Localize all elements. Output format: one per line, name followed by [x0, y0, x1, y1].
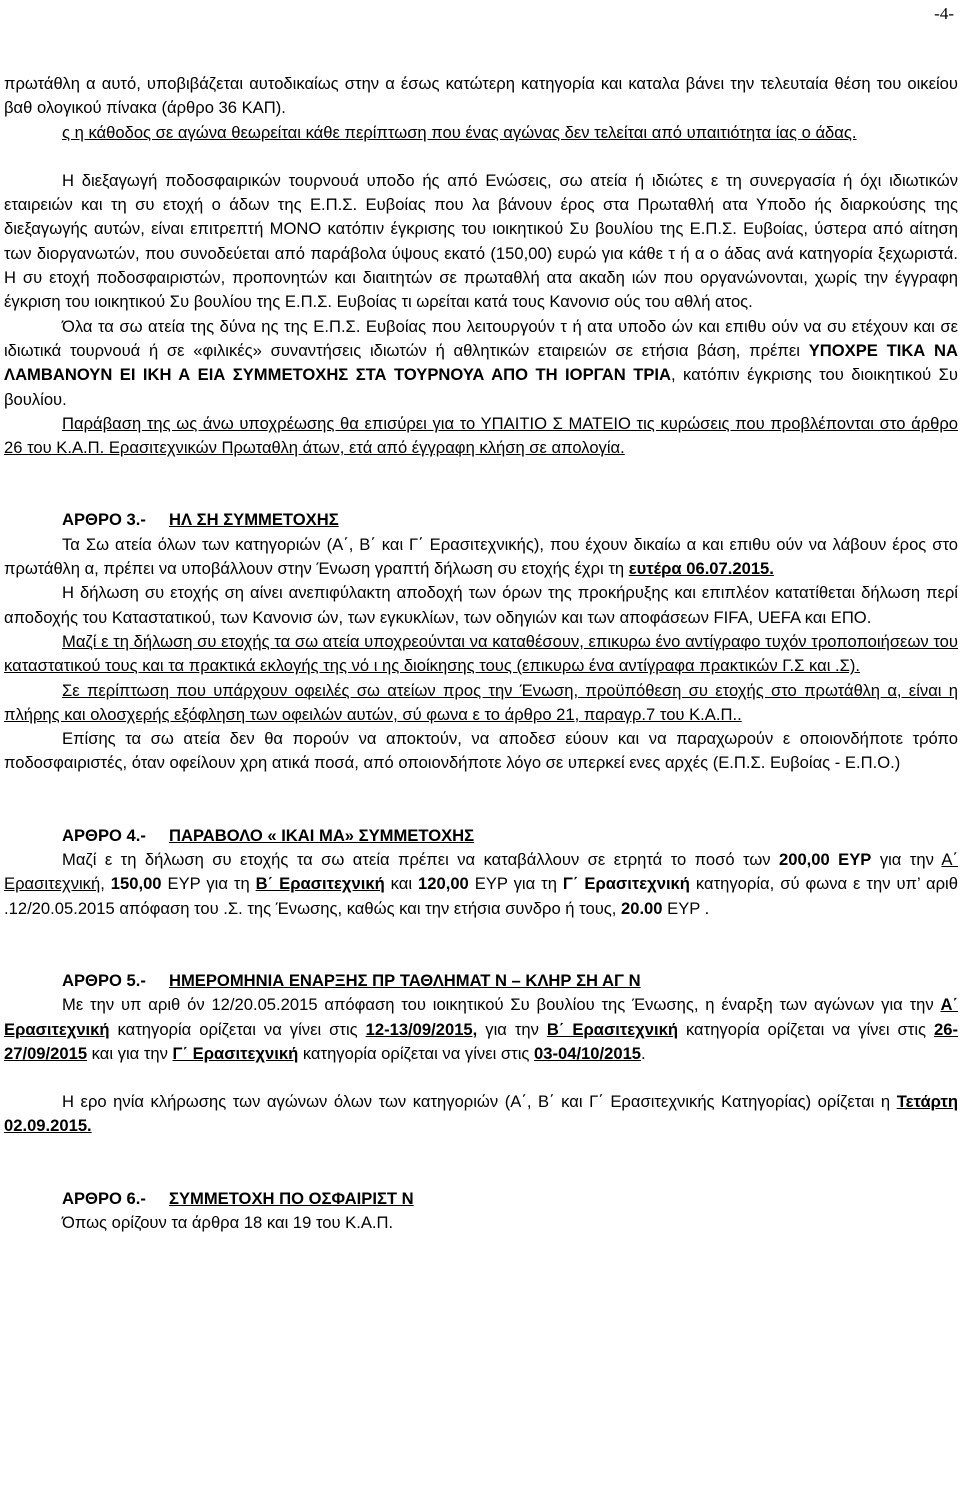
- text-run: Η δήλωση συ ετοχής ση αίνει ανεπιφύλακτη αποδοχή των όρων της προκήρυξης και επιπλέον κατατίθεται δήλωση περί αποδοχής του Καταστατικού, των Κανονισ ών, των εγκυκλίων, των οδηγιών και των αποφάσεων FIFA, UEFA και ΕΠΟ.: [4, 583, 958, 627]
- page-number: -4-: [934, 4, 954, 23]
- article-number: ΑΡΘΡΟ 4.-: [62, 825, 146, 845]
- paragraph: [4, 412, 958, 461]
- text-run: κατηγορία ορίζεται να γίνει στις: [677, 1019, 935, 1039]
- spacer: [4, 460, 958, 508]
- text-run: και για την: [87, 1043, 173, 1063]
- spacer: [4, 776, 958, 824]
- text-run: και: [384, 874, 419, 894]
- article-heading: [4, 508, 958, 532]
- paragraph: [4, 533, 958, 582]
- text-run: ς η κάθοδος σε αγώνα θεωρείται κάθε περίπτωση που ένας αγώνας δεν τελείται από υπαιτιότητα ίας ο άδας.: [62, 122, 857, 142]
- article-number: ΑΡΘΡΟ 6.-: [62, 1188, 146, 1208]
- text-run: πρωτάθλη α αυτό, υποβιβάζεται αυτοδικαίως στην α έσως κατώτερη κατηγορία και καταλα βάνει την τελευταία θέση του οικείου βαθ ολογικού πίνακα (άρθρο 36 ΚΑΠ).: [4, 74, 958, 118]
- spacer: [4, 145, 958, 169]
- text-run: ΕΥΡ .: [662, 898, 710, 918]
- text-run-bold: Γ΄ Ερασιτεχνική: [562, 874, 690, 894]
- paragraph: [4, 1211, 958, 1235]
- text-run: ΕΥΡ για τη: [161, 874, 256, 894]
- text-run: για την: [477, 1019, 547, 1039]
- paragraph: [4, 993, 958, 1066]
- article-title: ΗΜΕΡΟΜΗΝΙΑ ΕΝΑΡΞΗΣ ΠΡ ΤΑΘΛΗΜΑΤ Ν – ΚΛΗΡ ΣΗ ΑΓ Ν: [168, 970, 641, 990]
- spacer: [4, 921, 958, 969]
- text-run-bold: 26-27/09/2015: [4, 1019, 959, 1063]
- paragraph: [4, 72, 958, 121]
- paragraph: [4, 581, 958, 630]
- text-run: Επίσης τα σω ατεία δεν θα πορούν να αποκτούν, να αποδεσ εύουν και να παραχωρούν ε οποιονδήποτε τρόπο ποδοσφαιριστές, όταν οφείλουν χρη ατικά ποσά, από οποιονδήποτε λόγο σε υπερκεί ενες αρχές (Ε.Π.Σ. Ευβοίας - Ε.Π.Ο.): [4, 729, 958, 773]
- article-number: ΑΡΘΡΟ 5.-: [62, 970, 146, 990]
- article-title: ΠΑΡΑΒΟΛΟ « ΙΚΑΙ ΜΑ» ΣΥΜΜΕΤΟΧΗΣ: [168, 825, 475, 845]
- paragraph: [4, 679, 958, 728]
- text-run-bold: 120,00: [418, 874, 469, 894]
- text-run-bold: 12-13/09/2015,: [365, 1019, 478, 1039]
- article-title: ΣΥΜΜΕΤΟΧΗ ΠΟ ΟΣΦΑΙΡΙΣΤ Ν: [168, 1188, 414, 1208]
- article-heading: [4, 969, 958, 993]
- text-run-bold: 03-04/10/2015: [534, 1043, 642, 1063]
- text-run: Μαζί ε τη δήλωση συ ετοχής τα σω ατεία πρέπει να καταβάλλουν σε ετρητά το ποσό των: [62, 850, 779, 870]
- text-run-bold: 200,00 ΕΥΡ: [779, 850, 872, 870]
- text-run-bold: Β΄ Ερασιτεχνική: [546, 1019, 678, 1039]
- text-run-bold: 20.00: [620, 898, 663, 918]
- text-run: ,: [100, 874, 111, 894]
- article-number: ΑΡΘΡΟ 3.-: [62, 510, 146, 530]
- paragraph: [4, 848, 958, 921]
- text-run-bold: ευτέρα 06.07.2015.: [628, 559, 774, 579]
- text-run: ΕΥΡ για τη: [468, 874, 563, 894]
- text-run: Με την υπ αριθ όν 12/20.05.2015 απόφαση του ιοικητικού Συ βουλίου της Ένωσης, η έναρξη των αγώνων για την: [62, 995, 941, 1015]
- paragraph: [4, 169, 958, 315]
- text-run: κατηγορία, σύ φωνα ε την υπ’ αριθ .12/20.05.2015 απόφαση του .Σ. της Ένωσης, καθώς και την ετήσια συνδρο ή τους,: [4, 874, 958, 918]
- text-run: Όπως ορίζουν τα άρθρα 18 και 19 του Κ.Α.Π.: [62, 1212, 394, 1232]
- paragraph: [4, 630, 958, 679]
- text-run: Η ερο ηνία κλήρωσης των αγώνων όλων των κατηγοριών (Α΄, Β΄ και Γ΄ Ερασιτεχνικής Κατηγορίας) ορίζεται η: [62, 1092, 897, 1112]
- spacer: [4, 1139, 958, 1187]
- article-title: ΗΛ ΣΗ ΣΥΜΜΕΤΟΧΗΣ: [168, 510, 339, 530]
- spacer: [4, 1066, 958, 1090]
- text-run: Τα Σω ατεία όλων των κατηγοριών (Α΄, Β΄ και Γ΄ Ερασιτεχνικής), που έχουν δικαίω α και επιθυ ούν να λάβουν έρος στο πρωτάθλη α, πρέπει να υποβάλλουν στην Ένωση γραπτή δήλωση συ ετοχής έχρι τη: [4, 534, 958, 579]
- text-run-bold: 150,00: [110, 874, 162, 894]
- text-run-bold: Γ΄ Ερασιτεχνική: [172, 1043, 299, 1063]
- text-run: Η διεξαγωγή ποδοσφαιρικών τουρνουά υποδο ής από Ενώσεις, σω ατεία ή ιδιώτες ε τη συνεργασία ή όχι ιδιωτικών εταιρειών και τη συ ετοχή ο άδων της Ε.Π.Σ. Ευβοίας που λα βάνουν έρος στα Πρωταθλή ατα Υποδο ής διαρκούσης της διεξαγωγής αυτών, είναι επιτρεπτή ΜΟΝΟ κατόπιν έγκρισης του ιοικητικού Συ βουλίου της Ε.Π.Σ. Ευβοίας, ύστερα από αίτηση των διοργανωτών, που συνοδεύεται από παράβολα ύψους εκατό (150,00) ευρώ για κάθε τ ή α ο άδας ανά κατηγορία ξεχωριστά. Η συ ετοχή ποδοσφαιριστών, προπονητών και διαιτητών σε πρωταθλή ατα ακαδη ιών που οργανώνονται, χωρίς την έγγραφη έγκριση του ιοικητικού Συ βουλίου της Ε.Π.Σ. Ευβοίας τι ωρείται κατά τους Κανονισ ούς του αθλή ατος.: [4, 170, 958, 312]
- text-run-bold: Β΄ Ερασιτεχνική: [255, 874, 385, 894]
- text-run: για την: [871, 850, 942, 870]
- text-run-bold: Τετάρτη 02.09.2015.: [4, 1092, 958, 1136]
- article-heading: [4, 1187, 958, 1211]
- text-run: Μαζί ε τη δήλωση συ ετοχής τα σω ατεία υποχρεούνται να καταθέσουν, επικυρω ένο αντίγραφο τυχόν τροποποιήσεων του καταστατικού τους και τα πρακτικά εκλογής της νό ι ης διοίκησης τους (επικυρω ένα αντίγραφα πρακτικών Γ.Σ και .Σ).: [4, 631, 958, 676]
- text-run: Σε περίπτωση που υπάρχουν οφειλές σω ατείων προς την Ένωση, προϋπόθεση συ ετοχής στο πρωτάθλη α, είναι η πλήρης και ολοσχερής εξόφληση των οφειλών αυτών, σύ φωνα ε το άρθρο 21, παραγρ.7 του Κ.Α.Π..: [4, 680, 958, 724]
- paragraph: [4, 727, 958, 776]
- paragraph: [4, 315, 958, 412]
- text-run-underlined: Α΄ Ερασιτεχνική: [4, 850, 958, 894]
- paragraph: [4, 1090, 958, 1139]
- text-run: κατηγορία ορίζεται να γίνει στις: [298, 1043, 534, 1063]
- text-run: Παράβαση της ως άνω υποχρέωσης θα επισύρει για το ΥΠΑΙΤΙΟ Σ ΜΑΤΕΙΟ τις κυρώσεις που προβλέπονται στο άρθρο 26 του Κ.Α.Π. Ερασιτεχνικών Πρωταθλη άτων, ετά από έγγραφη κλήση σε απολογία.: [4, 413, 958, 458]
- text-run-bold: Α΄ Ερασιτεχνική: [4, 995, 958, 1039]
- text-run-bold: ΥΠΟΧΡΕ ΤΙΚΑ ΝΑ ΛΑΜΒΑΝΟΥΝ ΕΙ ΙΚΗ Α ΕΙΑ ΣΥΜΜΕΤΟΧΗΣ ΣΤΑ ΤΟΥΡΝΟΥΑ ΑΠΟ ΤΗ ΙΟΡΓΑΝ ΤΡΙΑ: [4, 340, 958, 385]
- article-heading: [4, 824, 958, 848]
- text-run: .: [641, 1043, 646, 1063]
- document-body: [4, 72, 958, 1235]
- text-run: κατηγορία ορίζεται να γίνει στις: [109, 1019, 366, 1039]
- paragraph: [4, 121, 958, 145]
- text-run: Όλα τα σω ατεία της δύνα ης της Ε.Π.Σ. Ευβοίας που λειτουργούν τ ή ατα υποδο ών και επιθυ ούν να συ ετέχουν και σε ιδιωτικά τουρνουά ή σε «φιλικές» συναντήσεις ιδιωτών ή αθλητικών εταιρειών σε ετήσια βάση, πρέπει: [4, 316, 958, 360]
- text-run: , κατόπιν έγκρισης του διοικητικού Συ βουλίου.: [4, 365, 958, 409]
